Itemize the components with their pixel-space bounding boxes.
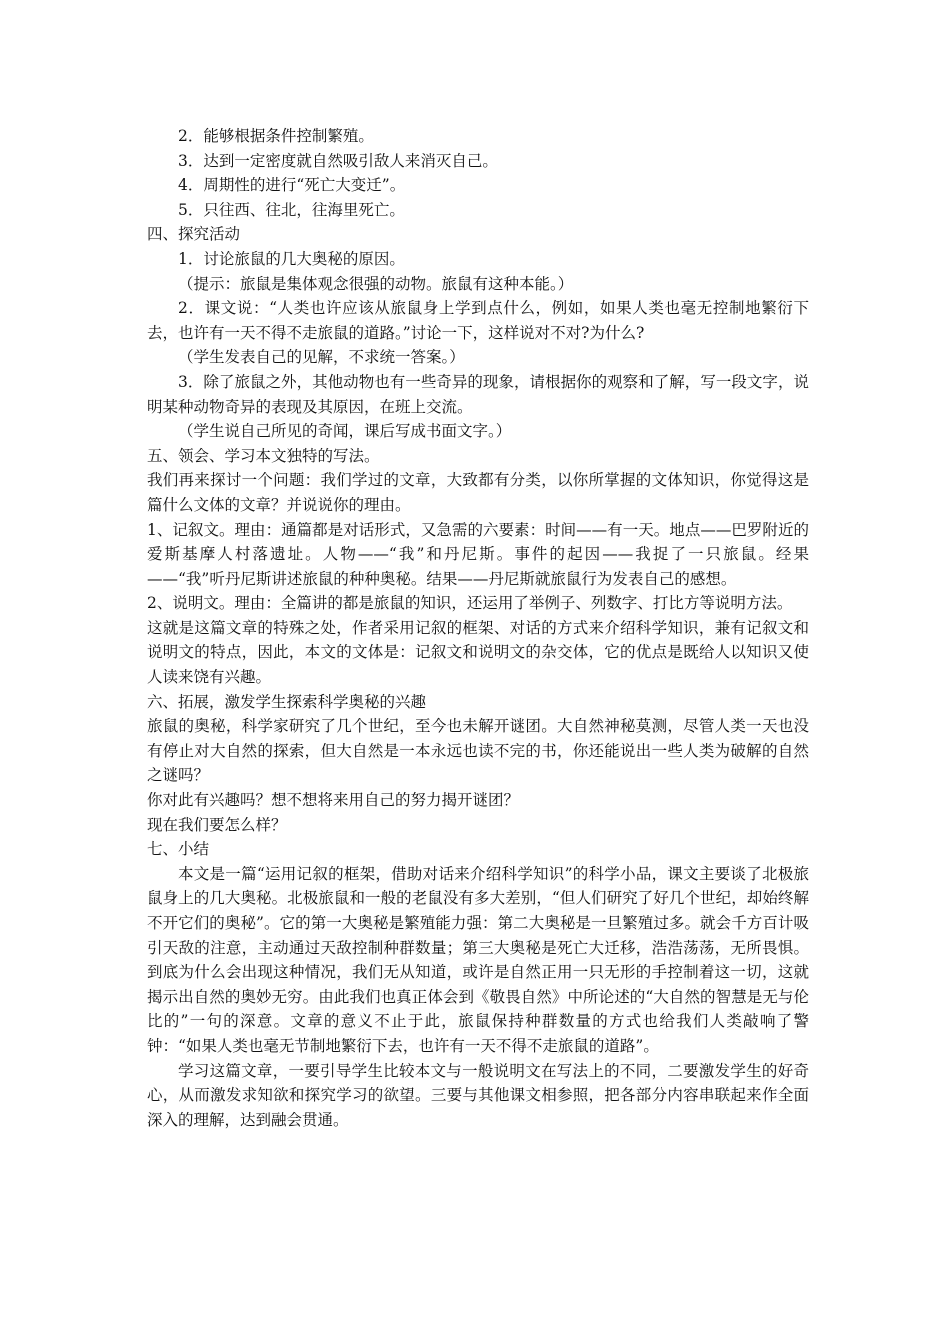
- list-item: 5．只往西、往北，往海里死亡。: [178, 200, 405, 219]
- paragraph: 2、说明文。理由：全篇讲的都是旅鼠的知识，还运用了举例子、列数字、打比方等说明方法。: [147, 594, 793, 613]
- section-heading-7: 七、小结: [147, 840, 210, 859]
- summary-paragraph: 学习这篇文章，一要引导学生比较本文与一般说明文在写法上的不同，二要激发学生的好奇心，从而激发求知欲和探究学习的欲望。三要与其他课文相参照，把各部分内容串联起来作全面深入的理解，达到融会贯通。: [147, 1061, 809, 1129]
- paragraph: 1、记叙文。理由：通篇都是对话形式，又急需的六要素：时间——有一天。地点——巴罗附近的爱斯基摩人村落遗址。人物——“我”和丹尼斯。事件的起因——我捉了一只旅鼠。经果——“我”听丹尼斯讲述旅鼠的种种奥秘。结果——丹尼斯就旅鼠行为发表自己的感想。: [147, 520, 809, 588]
- section-heading-4: 四、探究活动: [147, 225, 241, 244]
- hint-1: （提示：旅鼠是集体观念很强的动物。旅鼠有这种本能。）: [178, 274, 574, 293]
- paragraph: 旅鼠的奥秘，科学家研究了几个世纪，至今也未解开谜团。大自然神秘莫测，尽管人类一天也没有停止对大自然的探索，但大自然是一本永远也读不完的书，你还能说出一些人类为破解的自然之谜吗？: [147, 717, 809, 785]
- paragraph: 这就是这篇文章的特殊之处，作者采用记叙的框架、对话的方式来介绍科学知识，兼有记叙文和说明文的特点，因此，本文的文体是：记叙文和说明文的杂交体，它的优点是既给人以知识又使人读来饶有兴趣。: [147, 618, 809, 687]
- question-2: 2．课文说：“人类也许应该从旅鼠身上学到点什么，例如，如果人类也毫无控制地繁衍下去，也许有一天不得不走旅鼠的道路。”讨论一下，这样说对不对?为什么?: [147, 299, 809, 342]
- hint-2: （学生发表自己的见解，不求统一答案。）: [178, 348, 465, 367]
- list-item: 3．达到一定密度就自然吸引敌人来消灭自己。: [178, 151, 498, 170]
- list-item: 4．周期性的进行“死亡大变迁”。: [178, 176, 406, 195]
- paragraph: 你对此有兴趣吗？想不想将来用自己的努力揭开谜团？: [147, 791, 520, 810]
- summary-paragraph: 本文是一篇“运用记叙的框架，借助对话来介绍科学知识”的科学小品，课文主要谈了北极旅鼠身上的几大奥秘。北极旅鼠和一般的老鼠没有多大差别，“但人们研究了好几个世纪，却始终解不开它们的奥秘”。它的第一大奥秘是繁殖能力强：第二大奥秘是一旦繁殖过多。就会千方百计吸引天敌的注意，主动通过天敌控制种群数量；第三大奥秘是死亡大迁移，浩浩荡荡，无所畏惧。到底为什么会出现这种情况，我们无从知道，或许是自然正用一只无形的手控制着这一切，这就揭示出自然的奥妙无穷。由此我们也真正体会到《敬畏自然》中所论述的“大自然的智慧是无与伦比的”一句的深意。文章的意义不止于此，旅鼠保持种群数量的方式也给我们人类敲响了警钟：“如果人类也毫无节制地繁衍下去，也许有一天不得不走旅鼠的道路”。: [147, 864, 809, 1055]
- document-page: [147, 124, 809, 1132]
- paragraph: 我们再来探讨一个问题：我们学过的文章，大致都有分类，以你所掌握的文体知识，你觉得这是篇什么文体的文章？并说说你的理由。: [147, 471, 809, 514]
- question-3: 3．除了旅鼠之外，其他动物也有一些奇异的现象，请根据你的观察和了解，写一段文字，说明某种动物奇异的表现及其原因，在班上交流。: [147, 372, 809, 416]
- paragraph: 现在我们要怎么样？: [147, 815, 287, 834]
- section-heading-5: 五、领会、学习本文独特的写法。: [147, 446, 380, 465]
- question-1: 1．讨论旅鼠的几大奥秘的原因。: [178, 249, 405, 268]
- list-item: 2．能够根据条件控制繁殖。: [178, 127, 374, 145]
- section-heading-6: 六、拓展，激发学生探索科学奥秘的兴趣: [147, 692, 427, 711]
- hint-3: （学生说自己所见的奇闻，课后写成书面文字。）: [178, 422, 512, 441]
